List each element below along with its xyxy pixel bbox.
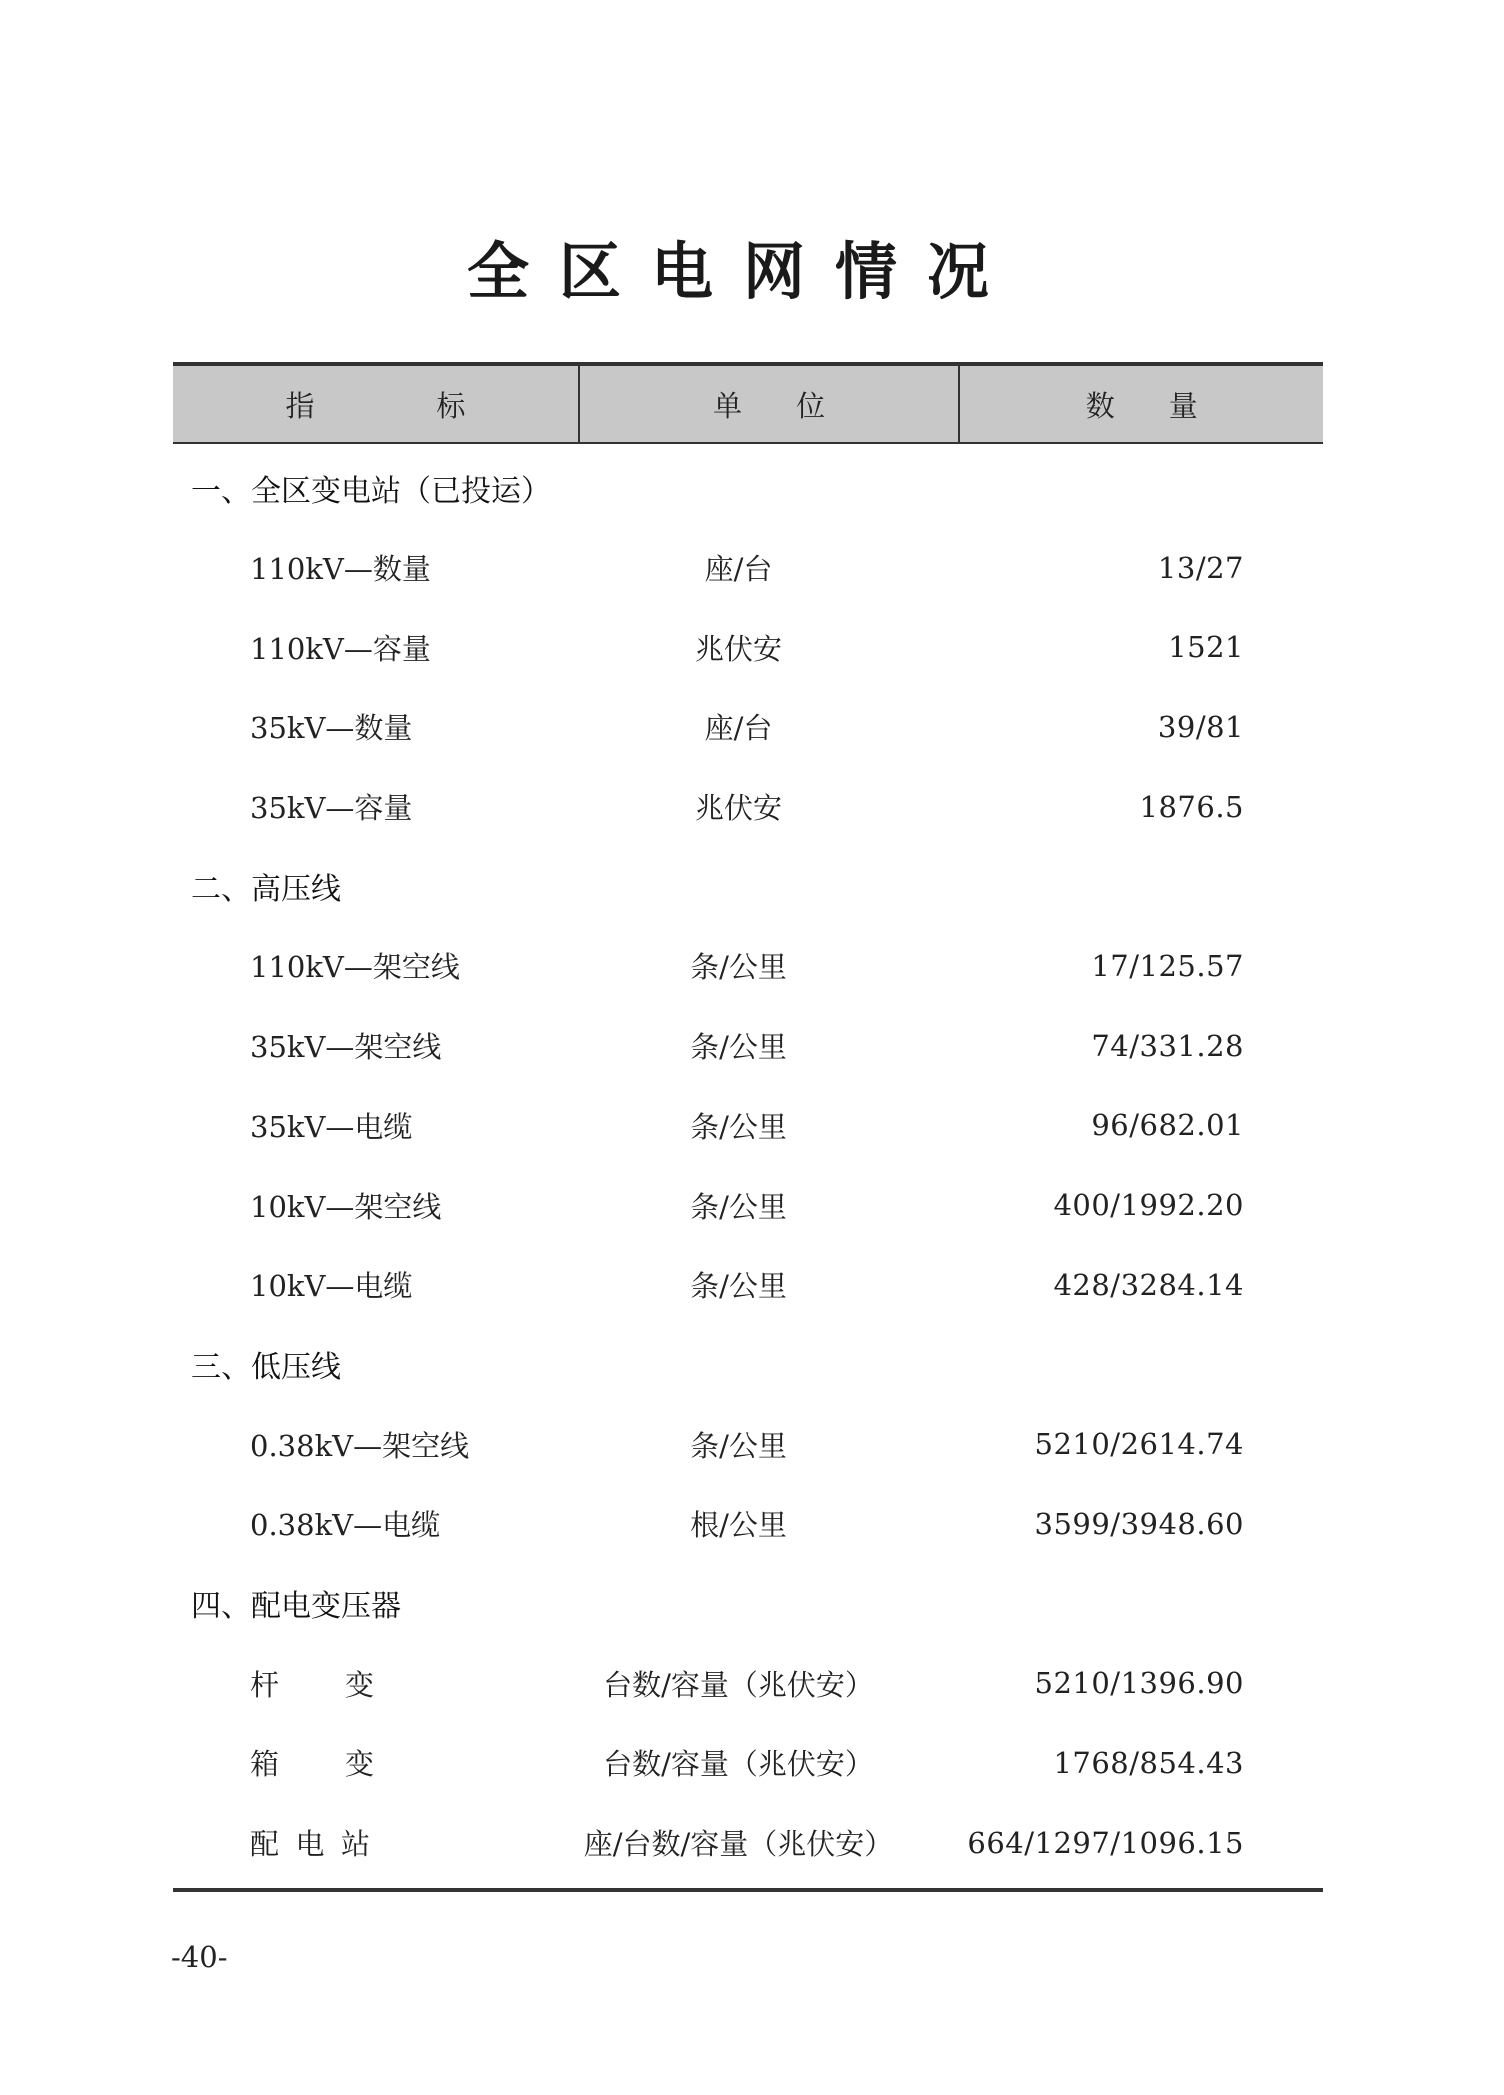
- cell-value: 664/1297/1096.15: [967, 1825, 1244, 1860]
- cell-value: 1768/854.43: [1053, 1745, 1244, 1780]
- cell-unit: 条/公里: [690, 1030, 787, 1065]
- cell-value: 428/3284.14: [1053, 1267, 1244, 1302]
- table-row: [173, 1803, 1323, 1883]
- cell-indicator: 35kV—架空线: [250, 1030, 442, 1065]
- header-quantity-char: 量: [1168, 388, 1198, 423]
- table-body: [173, 444, 1323, 1882]
- cell-indicator: 35kV—电缆: [250, 1109, 413, 1144]
- cell-indicator: 110kV—架空线: [250, 950, 460, 985]
- cell-value: 3599/3948.60: [1034, 1506, 1244, 1541]
- cell-indicator: 35kV—数量: [250, 711, 413, 746]
- cell-indicator: 0.38kV—电缆: [250, 1508, 441, 1543]
- cell-value: 39/81: [1157, 709, 1244, 744]
- section-heading: 一、全区变电站（已投运）: [191, 473, 551, 509]
- table-row: [173, 1245, 1323, 1325]
- cell-value: 17/125.57: [1091, 948, 1244, 983]
- section-heading: 二、高压线: [191, 872, 341, 908]
- cell-unit: 座/台数/容量（兆伏安）: [583, 1827, 894, 1862]
- cell-indicator: [173, 1742, 533, 1783]
- table-bottom-rule: [173, 1888, 1323, 1892]
- header-quantity: [958, 366, 1323, 442]
- header-indicator-char: 指: [285, 388, 315, 423]
- cell-value: 1521: [1168, 630, 1244, 665]
- table-row: [173, 926, 1323, 1006]
- table-row: [173, 1006, 1323, 1086]
- page-title: 全区电网情况: [466, 235, 1019, 308]
- cell-indicator-char: 箱: [250, 1747, 280, 1782]
- cell-indicator: 0.38kV—架空线: [250, 1428, 470, 1463]
- cell-value: 74/331.28: [1091, 1028, 1244, 1063]
- grid-statistics-table: [173, 362, 1323, 1892]
- cell-indicator: 10kV—电缆: [250, 1269, 413, 1304]
- cell-unit: 兆伏安: [694, 631, 782, 666]
- header-unit: [578, 366, 959, 442]
- table-row: [173, 767, 1323, 847]
- cell-indicator: 10kV—架空线: [250, 1189, 442, 1224]
- table-row: [173, 1165, 1323, 1245]
- cell-value: 5210/2614.74: [1034, 1427, 1244, 1462]
- header-unit-char: 位: [796, 388, 826, 423]
- table-row: [173, 1643, 1323, 1723]
- cell-indicator-char: 站: [340, 1827, 370, 1862]
- table-row: [173, 1086, 1323, 1166]
- section-heading: 三、低压线: [191, 1350, 341, 1386]
- cell-unit: 台数/容量（兆伏安）: [603, 1747, 874, 1782]
- cell-indicator-char: 配: [250, 1827, 280, 1862]
- header-indicator-char: 标: [436, 388, 466, 423]
- cell-unit: 座/台: [704, 552, 773, 587]
- header-indicator: [173, 366, 578, 442]
- cell-indicator: 110kV—数量: [250, 552, 431, 587]
- table-row: [173, 1723, 1323, 1803]
- cell-value: 400/1992.20: [1053, 1188, 1244, 1223]
- table-row: [173, 528, 1323, 608]
- page-number: -40-: [171, 1940, 228, 1974]
- cell-unit: 根/公里: [690, 1508, 787, 1543]
- cell-indicator-char: 变: [344, 1747, 374, 1782]
- cell-unit: 条/公里: [690, 1189, 787, 1224]
- cell-indicator: [173, 1663, 533, 1704]
- cell-unit: 条/公里: [690, 1109, 787, 1144]
- table-row: [173, 687, 1323, 767]
- cell-indicator-char: 电: [295, 1827, 325, 1862]
- cell-indicator: 35kV—容量: [250, 791, 413, 826]
- table-row: [173, 1484, 1323, 1564]
- cell-unit: 条/公里: [690, 1428, 787, 1463]
- header-quantity-char: 数: [1085, 388, 1115, 423]
- cell-value: 96/682.01: [1091, 1108, 1244, 1143]
- cell-indicator: [173, 1822, 533, 1863]
- section-heading: 四、配电变压器: [191, 1589, 401, 1625]
- cell-value: 13/27: [1157, 550, 1244, 585]
- cell-value: 1876.5: [1139, 789, 1244, 824]
- table-header: [173, 362, 1323, 444]
- cell-unit: 条/公里: [690, 1269, 787, 1304]
- table-row: [173, 1404, 1323, 1484]
- table-row: [173, 607, 1323, 687]
- cell-value: 5210/1396.90: [1034, 1666, 1244, 1701]
- cell-indicator: 110kV—容量: [250, 631, 431, 666]
- cell-unit: 台数/容量（兆伏安）: [603, 1667, 874, 1702]
- header-unit-char: 单: [713, 388, 743, 423]
- cell-indicator-char: 杆: [250, 1667, 280, 1702]
- cell-unit: 兆伏安: [694, 791, 782, 826]
- cell-indicator-char: 变: [344, 1667, 374, 1702]
- cell-unit: 条/公里: [690, 950, 787, 985]
- cell-unit: 座/台: [704, 711, 773, 746]
